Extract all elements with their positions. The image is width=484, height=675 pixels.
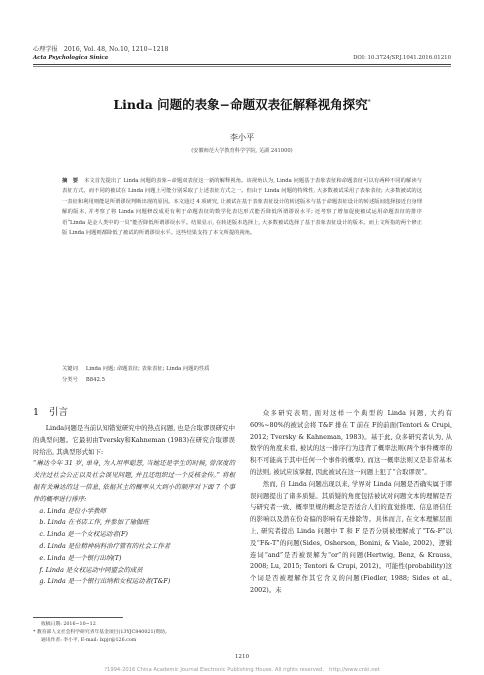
contact-author: 通讯作者: 李小平, E-mail: lxpjr@126.com xyxy=(41,638,137,644)
author: 李小平 xyxy=(229,132,255,142)
abstract xyxy=(62,176,422,238)
journal-english-name: Acta Psychologica Sinica xyxy=(33,55,109,61)
paper-title xyxy=(0,95,484,113)
section-number: 1 xyxy=(33,407,40,418)
funding-note: * 教育部人文社会科学研究青年基金项目(13YJC840021)资助。 xyxy=(33,630,170,636)
copyright-watermark: ?1994-2016 China Academic Journal Electronic Publishing House. All rights reserved. http://www.cnki.net xyxy=(104,667,380,673)
option-item: a. Linda 是位小学教师 xyxy=(39,506,106,515)
affiliation: (安徽师范大学教育科学学院, 芜湖 241000) xyxy=(191,148,293,154)
keywords-label: 关键词 xyxy=(62,366,78,372)
header-rule-thin xyxy=(33,66,451,67)
option-item: f. Linda 是女权运动中同盟会的成员 xyxy=(39,565,143,574)
doi: DOI: 10.3724/SP.J.1041.2016.01210 xyxy=(353,55,451,61)
section-heading xyxy=(33,404,68,418)
footnotes xyxy=(33,621,333,646)
footnote-rule xyxy=(33,617,123,618)
received-date: 收稿日期: 2016−10−12 xyxy=(41,622,96,627)
header-rule xyxy=(33,64,451,65)
keywords xyxy=(62,364,422,372)
keywords-text: Linda 问题; 命题表征; 表象表征; Linda 问题的性质 xyxy=(85,366,210,372)
paper-title-text: Linda 问题的表象−命题双表征解释视角探究 xyxy=(113,97,368,112)
abstract-label: 摘 要 xyxy=(62,178,79,184)
paragraph: 众多研究表明, 面对这样一个典型的 Linda 问题, 大约有 60%~80%的被试会将 T&F 排在 T 前在 F的前面(Tentori & Crupi, 2012; Tversky & Kahneman, 1983)。基于此, 众多研究者认为, 从数学的角度来看, 被试的这一排序行为违背了概率法则(两个事件概率的积不可能高于其中任何一个事件的概率), 而这一概率法则又是非常基本的法则, 被试应该掌握, 因此被试在这一问题上犯了“合取谬误”。 xyxy=(250,409,452,476)
right-column xyxy=(250,408,452,597)
classification-number xyxy=(62,375,422,383)
option-item: g. Linda 是一个银行出纳和女权运动者(T&F) xyxy=(39,577,171,586)
paragraph: Linda问题是当前认知错觉研究中的热点问题, 也是合取谬误研究中的典型问题。它最初由Tversky和Kahneman (1983)在研究合取谬误时给出, 其典型形式如下: xyxy=(33,424,235,456)
section-title: 引言 xyxy=(49,407,69,418)
left-column xyxy=(33,423,235,588)
option-item: d. Linda 是位精神病科治疗管有的社会工作者 xyxy=(39,541,171,550)
quoted-problem: “琳达今年 31 岁, 单身, 为人坦率聪慧, 当她还是学生的时候, 曾深度的关注过社会公正以及社会误见问题, 并且还组织过一个反核金传。” 将根据有关琳达的这一信息, 依据其主的概率从大到小的顺序对下面 7 个事件的概率进行排序: xyxy=(33,459,235,503)
abstract-text: 本文首先提出了 Linda 问题的表象−命题双表征这一新的解释视角。该视角认为, Linda 问题基于表象表征和命题表征可以有两种不同的解读与表征方式。而不同的被试在 Linda 问题上可能分别采取了上述表征方式之一。但由于 Linda 问题的特殊性, 大多数被试采用了表象表征; 大多数被试的这一表征和利用则能是所谓谬误判断出现的原因。本文通过 4 项研究, 让被试在基于表象表征设计的转述版本与基于命题表征设计的转述版间选择接近自身理解的版本, 并考察了将 Linda 问题修改成更有利于命题表征的数学化表达形式能否降低所谓谬误水平; 还考察了增加促使被试运用命题表征的排序语“Linda 是金人类中的一员”能否降低所谓谬误水平。结果显示, 在转述版本选择上, 大多数被试选择了基于表象表征设计的版本。而上文所指的两个修正版 Linda 问题则都降低了被试的所谓谬误水平。这些结果支持了本文所提的视角。 xyxy=(62,178,422,237)
classification-label: 分类号 xyxy=(62,377,78,383)
option-item: b. Linda 在书店工作, 并参加了瑜伽班 xyxy=(39,518,149,527)
option-item: c. Linda 是一个女权运动者(F) xyxy=(39,530,128,539)
paragraph: 然而, 自 Linda 问题出现以来, 学界对 Linda 问题是否确实属于谬误问题提出了诸多质疑。其质疑的角度包括被试对问题文本的理解是否与研究者一致、概率里规的概念是否适合人们的直觉推理、信息语信任的影响以及潜在份奇偏的影响有无排除等。具体而言, 在文本理解层面上, 研究者提出 Linda 问题中 T 和 F 是否分别被理解成了“T&-F”以及“F&-T”的问题(Sides, Osherson, Bonini, & Viale, 2002)、逻辑连词“and”是否被误解为“or”的问题(Hertwig, Benz, & Krauss, 2008; Lu, 2015; Tentori & Crupi, 2012)。可能性(probability)这个词是否被理解作其它含义的问题(Fiedler, 1988; Sides et al., 2002)。未 xyxy=(250,479,452,594)
classification-text: B842.5 xyxy=(85,377,105,383)
title-footnote-mark: * xyxy=(367,98,371,106)
page-number: 1210 xyxy=(234,654,250,660)
option-item: e. Linda 是一个银行出纳(T) xyxy=(39,553,122,562)
journal-header: 心理学报 2016, Vol. 48, No.10, 1210−1218 xyxy=(33,46,169,53)
